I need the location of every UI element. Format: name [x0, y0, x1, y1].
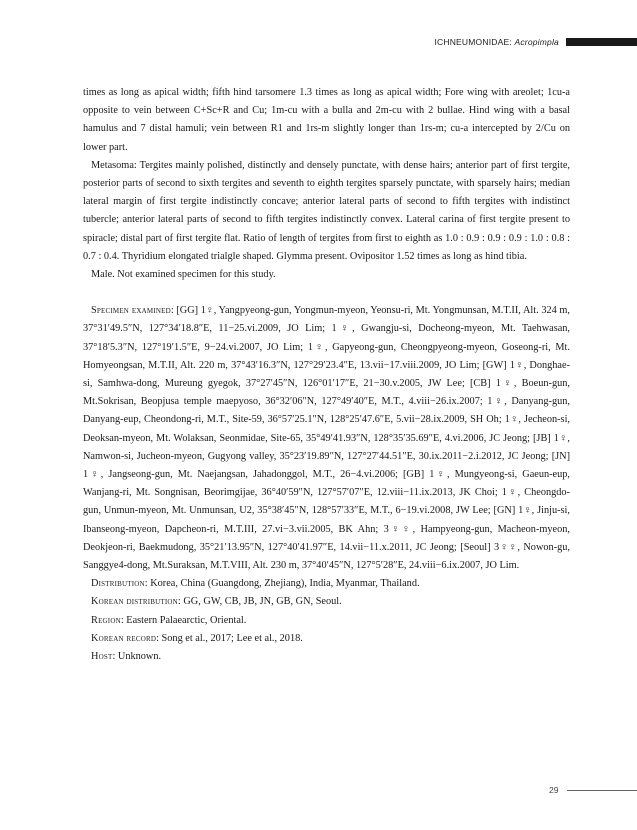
- header-bar: [566, 38, 637, 46]
- korean-record-paragraph: [83, 630, 570, 648]
- distribution-paragraph: [83, 575, 570, 593]
- korean-distribution-text: : GG, GW, CB, JB, JN, GB, GN, Seoul.: [177, 596, 342, 608]
- page-content: [83, 84, 570, 666]
- host-heading: Host: [91, 651, 113, 663]
- specimen-examined-paragraph: [83, 302, 570, 575]
- header-family: ICHNEUMONIDAE:: [434, 37, 515, 47]
- korean-distribution-heading: Korean distribution: [91, 596, 178, 608]
- running-header: [0, 36, 637, 48]
- host-text: : Unknown.: [112, 651, 162, 663]
- page-footer: [0, 783, 637, 797]
- distribution-text: : Korea, China (Guangdong, Zhejiang), India, Myanmar, Thailand.: [144, 578, 420, 590]
- korean-record-text: : Song et al., 2017; Lee et al., 2018.: [156, 632, 303, 644]
- page-number: 29: [549, 785, 559, 795]
- host-paragraph: [83, 648, 570, 666]
- header-label: [434, 36, 559, 48]
- specimen-examined-heading: Specimen examined: [91, 305, 171, 317]
- korean-record-heading: Korean record: [91, 632, 157, 644]
- region-text: : Eastern Palaearctic, Oriental.: [120, 614, 247, 626]
- description-paragraph-metasoma: Metasoma: Tergites mainly polished, distinctly and densely punctate, with dense hairs; anterior part of first tergite, posterior parts of second to sixth tergites and seventh to eighth tergites sparsely punctate, with sparsely hairs; median lateral margin of first tergite indistinctly concave; anterior lateral parts of second to fifth tergites with indistinct tubercle; anterior lateral parts of second to fifth tergites indistinctly convex. Lateral carina of first tergite present to spiracle; distal part of first tergite flat. Ratio of length of tergites from first to eighth as 1.0 : 0.9 : 0.9 : 0.9 : 1.0 : 0.8 : 0.7 : 0.4. Thyridium elongated trialgle shaped. Glymma present. Ovipositor 1.52 times as long as hind tibia.: [83, 159, 570, 262]
- footer-rule: [567, 790, 637, 791]
- region-paragraph: [83, 612, 570, 630]
- description-paragraph-male: Male. Not examined specimen for this study.: [91, 269, 276, 281]
- distribution-heading: Distribution: [91, 578, 145, 590]
- section-gap: [83, 284, 570, 302]
- korean-distribution-paragraph: [83, 593, 570, 611]
- header-genus: Acropimpla: [514, 37, 559, 47]
- description-paragraph-wings: times as long as apical width; fifth hind tarsomere 1.3 times as long as apical width; Fore wing with areolet; 1cu-a opposite to vein between C+Sc+R and Cu; 1m-cu with a bulla and 2m-cu with 2 bullae. Hind wing with a basal hamulus and 7 distal hamuli; vein between R1 and 1rs-m slightly longer than 1rs-m; cu-a intercepted by 2/Cu on lower part.: [83, 87, 570, 153]
- region-heading: Region: [91, 614, 121, 626]
- specimen-examined-text: : [GG] 1♀, Yangpyeong-gun, Yongmun-myeon, Yeonsu-ri, Mt. Yongmunsan, M.T.II, Alt. 324 m, 37°31′49.5″N, 127°34′18.8″E, 11−25.vi.2009, JO Lim; 1♀, Gwangju-si, Docheong-myeon, Mt. Taehwasan, 37°18′5.3″N, 127°19′1.5″E, 9−24.vi.2007, JO Lim; 1♀, Gapyeong-gun, Cheongpyeong-myeon, Goseong-ri, Mt. Homyeongsan, M.T.II, Alt. 220 m, 37°43′16.3″N, 127°29′23.4″E, 13.vii−17.viii.2009, JO Lim; [GW] 1♀, Donghae-si, Samhwa-dong, Mureung gyegok, 37°27′45″N, 126°01′17″E, 21−30.v.2005, JW Lee; [CB] 1♀, Boeun-gun, Mt.Sokrisan, Beopjusa temple maepyoso, 36°32′06″N, 127°49′40″E, M.T., 4.viii−26.ix.2007; 1♀, Danyang-gun, Danyang-eup, Cheondong-ri, M.T., Site-59, 36°57′25.1″N, 128°25′47.6″E, 5.vii−28.ix.2009, SH Oh; 1♀, Jecheon-si, Deoksan-myeon, Mt. Wolaksan, Seonmidae, Site-65, 35°49′41.93″N, 128°35′35.69″E, 4.vi.2006, JC Jeong; [JB] 1♀, Namwon-si, Jucheon-myeon, Gugyong valley, 35°23′19.89″N, 127°27′44.51″E, 30.ix.2011−2.i.2012, JC Jeong; [JN] 1♀, Jangseong-gun, Mt. Naejangsan, Jahadonggol, M.T., 26−4.vi.2006; [GB] 1♀, Mungyeong-si, Gaeun-eup, Wanjang-ri, Mt. Songnisan, Beorimgijae, 36°40′59″N, 127°57′07″E, 12.viii−11.ix.2013, JK Choi; 1♀, Cheongdo-gun, Unmun-myeon, Mt. Unmunsan, U2, 35°38′45″N, 128°57′33″E, M.T., 6−19.vi.2008, JW Lee; [GN] 1♀, Jinju-si, Ibanseong-myeon, Dapcheon-ri, M.T.III, 27.vi−3.vii.2005, BK Ahn; 3♀♀, Hampyeong-gun, Macheon-myeon, Deokjeon-ri, Baekmudong, 35°21′13.95″N, 127°40′41.97″E, 14.vii−11.x.2011, JC Jeong; [Seoul] 3♀♀, Nowon-gu, Sanggye4-dong, Mt.Suraksan, M.T.VIII, Alt. 230 m, 37°40′45″N, 127°5′28″E, 24.viii−6.ix.2007, JO Lim.: [83, 305, 570, 572]
